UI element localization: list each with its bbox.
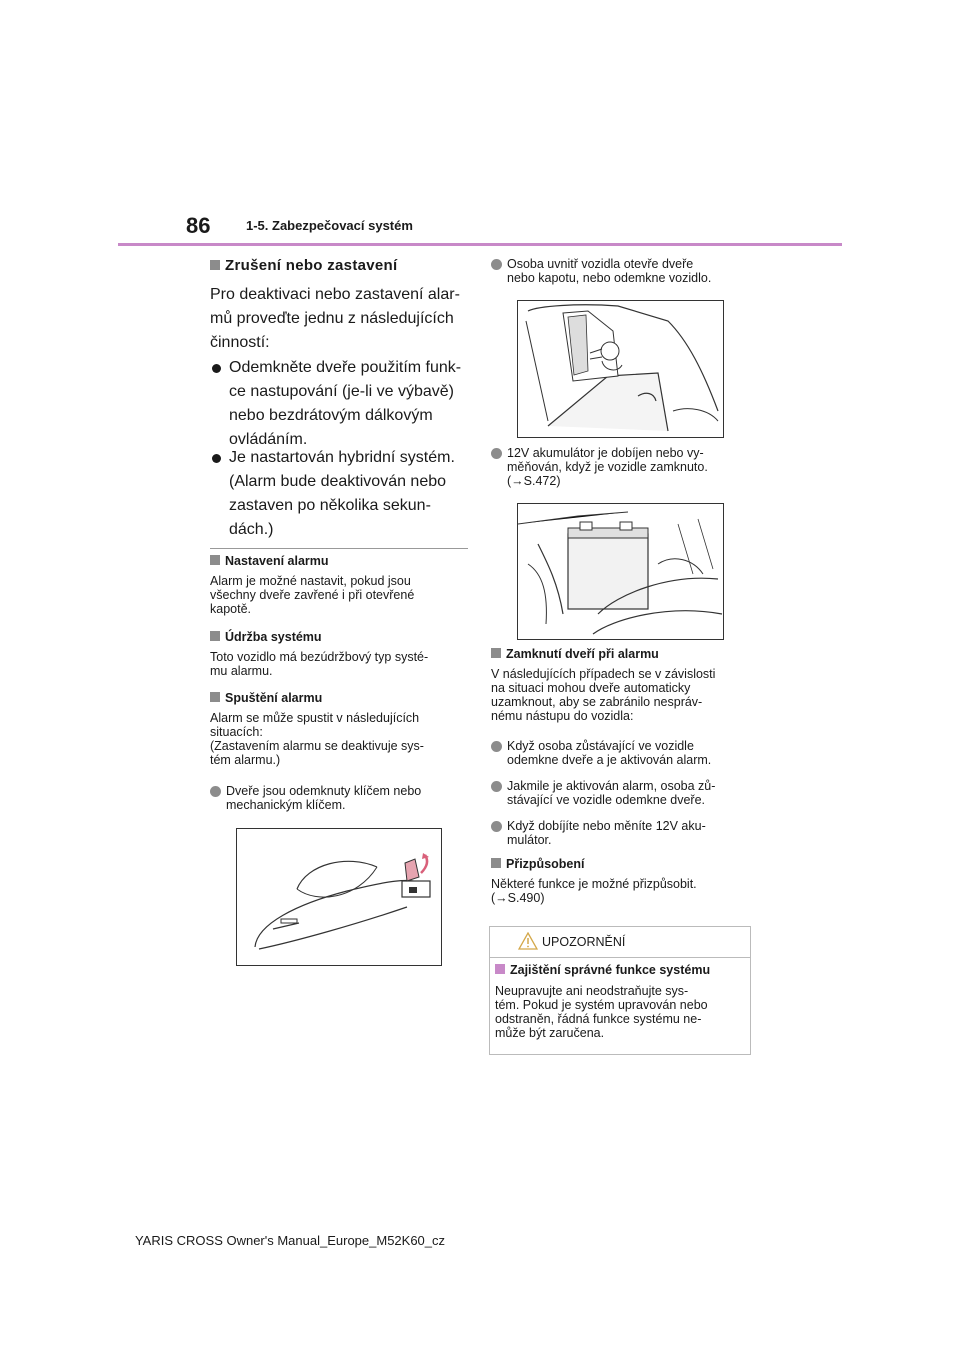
square-bullet-icon (210, 555, 220, 565)
bullet-dot-icon (491, 781, 502, 792)
bullet-dot-icon (491, 448, 502, 459)
heading-door-lock-alarm: Zamknutí dveří při alarmu (491, 647, 659, 661)
heading-alarm-trigger: Spuštění alarmu (210, 691, 322, 705)
heading-maintenance: Údržba systému (210, 630, 322, 644)
heading-alarm-setting: Nastavení alarmu (210, 554, 329, 568)
square-bullet-icon (210, 260, 220, 270)
square-bullet-icon (491, 648, 501, 658)
warning-heading: Zajištění správné funkce systému (495, 963, 710, 977)
footer: YARIS CROSS Owner's Manual_Europe_M52K60_cz (134, 1233, 446, 1248)
section-title: 1-5. Zabezpečovací systém (246, 218, 413, 233)
bullet-unlock-doors: Odemkněte dveře použitím funk- ce nastupování (je-li ve výbavě) nebo bezdrátovým dálkovým ovládáním. (210, 356, 472, 452)
alarm-setting-text: Alarm je možné nastavit, pokud jsou všechny dveře zavřené i při otevřené kapotě. (210, 574, 415, 616)
intro-paragraph: Pro deaktivaci nebo zastavení alar- mů proveďte jednu z následujících činností: (210, 286, 460, 351)
bullet-dot-icon (212, 454, 221, 463)
door-handle-illustration (236, 828, 442, 966)
heading-customization: Přizpůsobení (491, 857, 584, 871)
square-bullet-icon (495, 964, 505, 974)
bullet-dot-icon (212, 364, 221, 373)
warning-header (490, 927, 750, 958)
page-number: 86 (186, 213, 211, 238)
square-bullet-icon (210, 631, 220, 641)
bullet-battery-charging: 12V akumulátor je dobíjen nebo vy- měňován, když je vozidle zamknuto. (→S.472) (491, 446, 753, 488)
alarm-trigger-text: Alarm se může spustit v následujících situacích: (Zastavením alarmu se deaktivuje sys- tém alarmu.) (210, 711, 424, 767)
warning-triangle-icon (518, 932, 538, 950)
bullet-dot-icon (210, 786, 221, 797)
bullet-dot-icon (491, 259, 502, 270)
maintenance-text: Toto vozidlo má bezúdržbový typ systé- mu alarmu. (210, 650, 429, 678)
door-lock-alarm-text: V následujících případech se v závislosti na situaci mohou dveře automaticky uzamknout, aby se zabránilo nespráv- nému nástupu do vozidla: (491, 667, 716, 723)
header-divider (118, 243, 842, 246)
bullet-alarm-activated: Jakmile je aktivován alarm, osoba zů- stávající ve vozidle odemkne dveře. (491, 779, 753, 807)
battery-illustration (517, 503, 724, 640)
warning-text: Neupravujte ani neodstraňujte sys- tém. Pokud je systém upravován nebo odstraněn, řádná funkce systému ne- může být zaručena. (495, 984, 708, 1040)
warning-box (489, 926, 751, 1055)
bullet-person-inside: Osoba uvnitř vozidla otevře dveře nebo kapotu, nebo odemkne vozidlo. (491, 257, 753, 285)
square-bullet-icon (210, 692, 220, 702)
bullet-dot-icon (491, 821, 502, 832)
bullet-battery-replace: Když dobíjíte nebo měníte 12V aku- mulátor. (491, 819, 753, 847)
customization-text: Některé funkce je možné přizpůsobit. (→S.490) (491, 877, 697, 905)
bullet-dot-icon (491, 741, 502, 752)
heading-cancel-alarm: Zrušení nebo zastavení (210, 257, 397, 274)
square-bullet-icon (491, 858, 501, 868)
section-divider (210, 548, 468, 549)
person-opening-door-illustration (517, 300, 724, 438)
bullet-doors-unlocked-key: Dveře jsou odemknuty klíčem nebo mechanickým klíčem. (210, 784, 472, 812)
bullet-hybrid-start: Je nastartován hybridní systém. (Alarm bude deaktivován nebo zastaven po několika sekun- dách.) (210, 446, 472, 542)
bullet-person-unlocks: Když osoba zůstávající ve vozidle odemkne dveře a je aktivován alarm. (491, 739, 753, 767)
warning-title: UPOZORNĚNÍ (542, 935, 626, 949)
